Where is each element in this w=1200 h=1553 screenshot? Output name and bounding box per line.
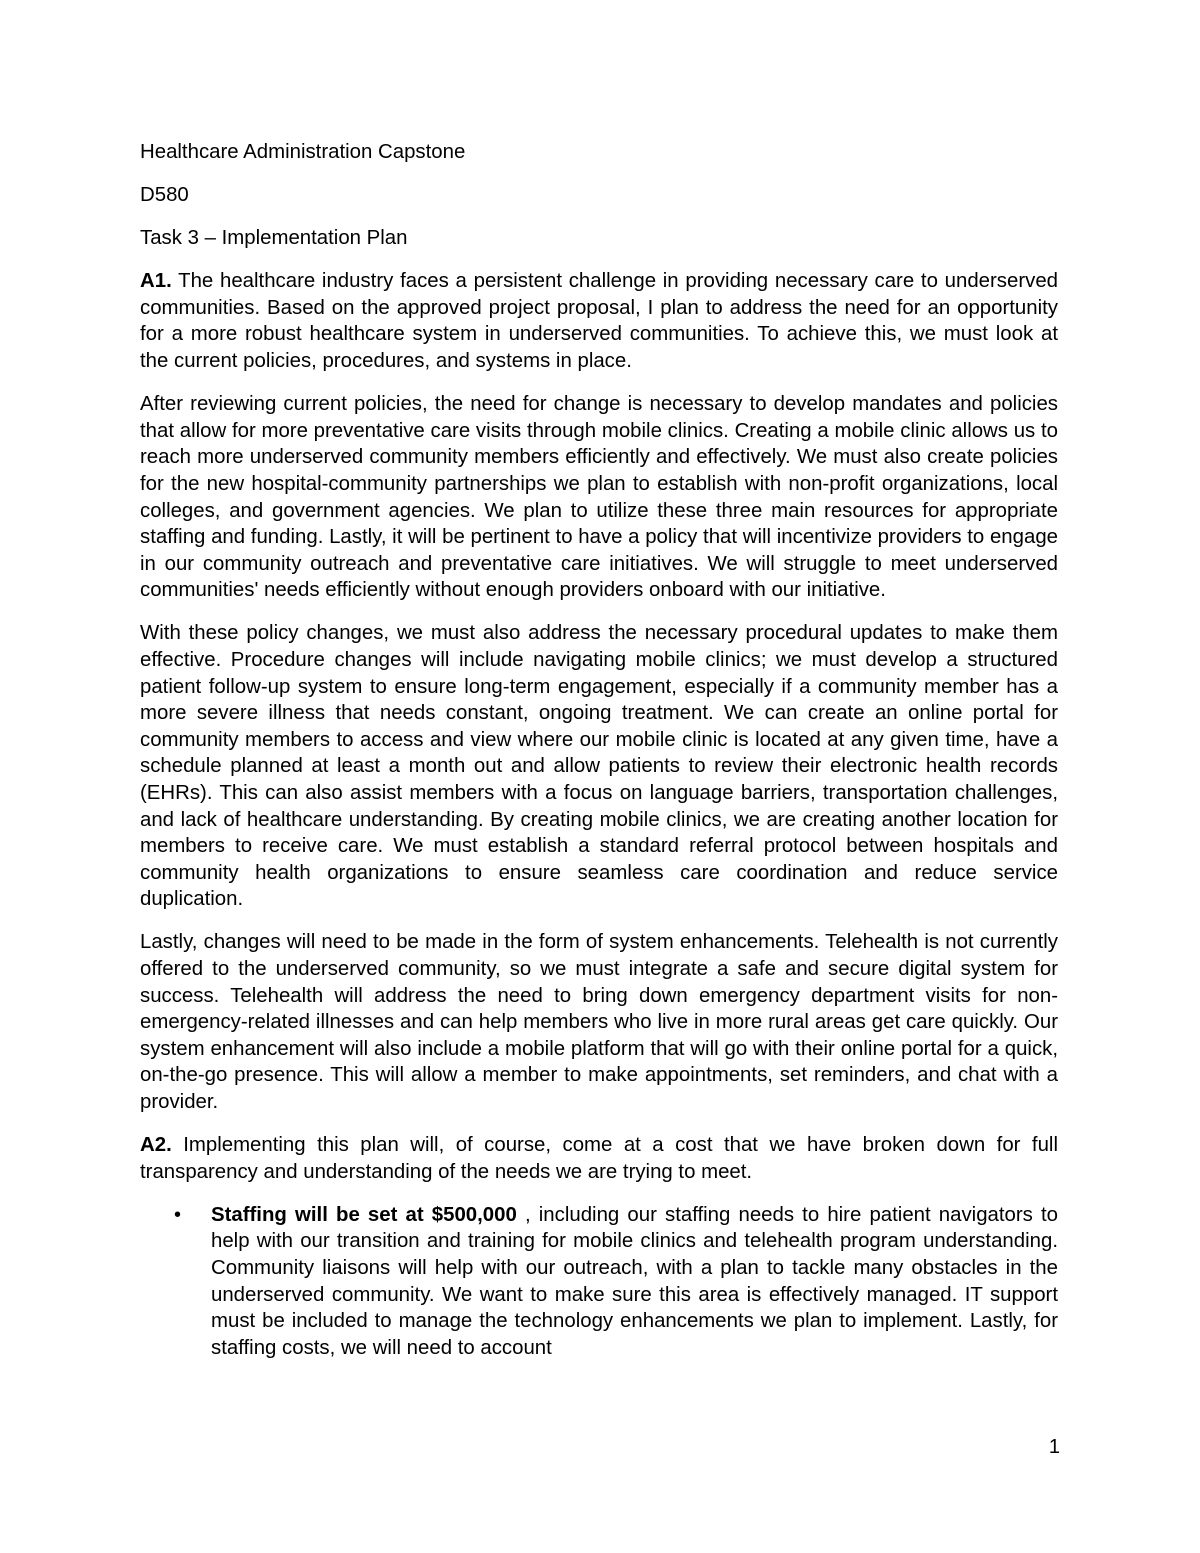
section-a2-paragraph-1 xyxy=(140,1132,1058,1185)
document-body xyxy=(140,139,1058,1361)
section-a2-text-1: Implementing this plan will, of course, come at a cost that we have broken down for full transparency and understanding of the needs we are trying to meet. xyxy=(140,1134,1058,1183)
section-a1-paragraph-3: With these policy changes, we must also address the necessary procedural updates to make them effective. Procedure changes will include navigating mobile clinics; we must develop a structured patient follow-up system to ensure long-term engagement, especially if a community member has a more severe illness that needs constant, ongoing treatment. We can create an online portal for community members to access and view where our mobile clinic is located at any given time, have a schedule planned at least a month out and allow patients to review their electronic health records (EHRs). This can also assist members with a focus on language barriers, transportation challenges, and lack of healthcare understanding. By creating mobile clinics, we are creating another location for members to receive care. We must establish a standard referral protocol between hospitals and community health organizations to ensure seamless care coordination and reduce service duplication. xyxy=(140,622,1058,911)
section-a1-paragraph-2: After reviewing current policies, the need for change is necessary to develop mandates and policies that allow for more preventative care visits through mobile clinics. Creating a mobile clinic allows us to reach more underserved community members efficiently and effectively. We must also create policies for the new hospital-community partnerships we plan to establish with non-profit organizations, local colleges, and government agencies. We plan to utilize these three main resources for appropriate staffing and funding. Lastly, it will be pertinent to have a policy that will incentivize providers to engage in our community outreach and preventative care initiatives. We will struggle to meet underserved communities' needs efficiently without enough providers onboard with our initiative. xyxy=(140,393,1058,602)
section-a1-text-1: The healthcare industry faces a persistent challenge in providing necessary care to underserved communities. Based on the approved project proposal, I plan to address the need for an opportunity for a more robust healthcare system in underserved communities. To achieve this, we must look at the current policies, procedures, and systems in place. xyxy=(140,270,1059,373)
bullet-text: , including our staffing needs to hire patient navigators to help with our transition and training for mobile clinics and telehealth program understanding. Community liaisons will help with our outreach, with a plan to tackle many obstacles in the underserved community. We want to make sure this area is effectively managed. IT support must be included to manage the technology enhancements we plan to implement. Lastly, for staffing costs, we will need to account xyxy=(211,1203,1059,1359)
section-a1-label: A1. xyxy=(140,270,172,293)
course-title: Healthcare Administration Capstone xyxy=(140,141,466,163)
bullet-lead: Staffing will be set at $500,000 xyxy=(211,1203,517,1226)
section-a1-paragraph-1 xyxy=(140,268,1058,374)
bullet-icon: • xyxy=(174,1203,182,1226)
task-title: Task 3 – Implementation Plan xyxy=(140,227,408,250)
course-code: D580 xyxy=(140,184,189,207)
cost-bullet-list xyxy=(140,1202,1058,1362)
section-a2-label: A2. xyxy=(140,1134,172,1157)
list-item xyxy=(140,1202,1058,1362)
page-number: 1 xyxy=(1048,1436,1060,1458)
section-a1-paragraph-4: Lastly, changes will need to be made in the form of system enhancements. Telehealth is not currently offered to the underserved community, so we must integrate a safe and secure digital system for success. Telehealth will address the need to bring down emergency department visits for non-emergency-related illnesses and can help members who live in more rural areas get care quickly. Our system enhancement will also include a mobile platform that will go with their online portal for a quick, on-the-go presence. This will allow a member to make appointments, set reminders, and chat with a provider. xyxy=(140,931,1058,1113)
